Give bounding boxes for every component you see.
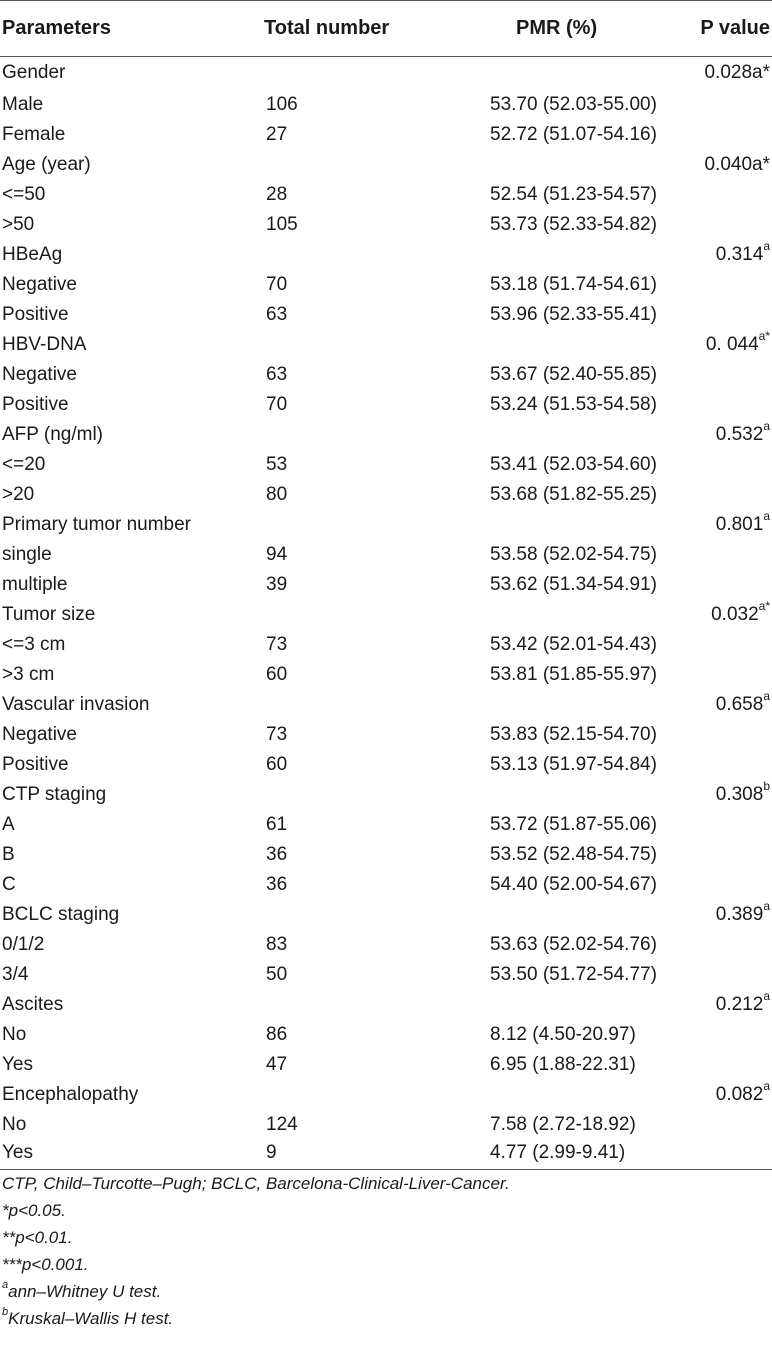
cell-pmr xyxy=(438,150,670,180)
footnote-text: CTP, Child–Turcotte–Pugh; BCLC, Barcelona-Clinical-Liver-Cancer. xyxy=(2,1174,510,1193)
cell-pmr: 54.40 (52.00-54.67) xyxy=(490,873,657,895)
cell-p-value xyxy=(670,720,772,750)
footnote-text: **p<0.01. xyxy=(2,1228,73,1247)
table-row xyxy=(0,270,772,300)
cell-parameter: Yes xyxy=(2,1141,33,1163)
cell-parameter: AFP (ng/ml) xyxy=(2,423,104,445)
cell-parameter: Negative xyxy=(2,363,77,385)
cell-pmr xyxy=(438,1080,670,1110)
cell-parameter: Gender xyxy=(2,62,66,84)
p-value-footnote-marker: a xyxy=(763,689,770,704)
cell-pmr: 53.68 (51.82-55.25) xyxy=(490,483,657,505)
cell-pmr: 52.72 (51.07-54.16) xyxy=(490,123,657,145)
cell-total-number: 70 xyxy=(266,273,288,295)
cell-pmr xyxy=(438,900,670,930)
table-row xyxy=(0,780,772,810)
cell-total-number: 70 xyxy=(266,393,288,415)
table-header-row xyxy=(0,1,772,57)
cell-p-value xyxy=(670,1110,772,1140)
table-row xyxy=(0,90,772,120)
cell-total-number: 106 xyxy=(266,93,298,115)
cell-parameter: <=20 xyxy=(2,453,46,475)
footnote-marker: b xyxy=(2,1306,9,1319)
table-body xyxy=(0,57,772,1170)
cell-p-value xyxy=(670,810,772,840)
p-value-footnote-marker: a xyxy=(763,509,770,524)
footnote-marker: a xyxy=(2,1279,9,1292)
cell-parameter: C xyxy=(2,873,16,895)
footnote-text: ann–Whitney U test. xyxy=(8,1282,162,1301)
p-value-text: 0.082 xyxy=(715,1083,764,1105)
cell-total-number: 63 xyxy=(266,303,288,325)
table-row xyxy=(0,690,772,720)
cell-pmr xyxy=(438,780,670,810)
cell-parameter: Female xyxy=(2,123,66,145)
cell-p-value xyxy=(670,930,772,960)
table-row xyxy=(0,1110,772,1140)
cell-parameter: >3 cm xyxy=(2,663,55,685)
cell-p-value xyxy=(670,600,772,630)
table-row xyxy=(0,960,772,990)
cell-pmr: 53.73 (52.33-54.82) xyxy=(490,213,657,235)
table-row xyxy=(0,390,772,420)
table-row xyxy=(0,450,772,480)
footnote xyxy=(0,1278,772,1305)
cell-total-number: 61 xyxy=(266,813,288,835)
cell-total-number: 83 xyxy=(266,933,288,955)
table-row xyxy=(0,420,772,450)
cell-total-number: 28 xyxy=(266,183,288,205)
p-value-footnote-marker: a xyxy=(763,899,770,914)
cell-pmr xyxy=(438,57,670,90)
cell-p-value xyxy=(670,240,772,270)
cell-p-value xyxy=(670,780,772,810)
cell-pmr: 53.13 (51.97-54.84) xyxy=(490,753,657,775)
table-row xyxy=(0,180,772,210)
cell-total-number xyxy=(230,780,438,810)
cell-pmr: 8.12 (4.50-20.97) xyxy=(490,1023,636,1045)
table-row xyxy=(0,330,772,360)
p-value-footnote-marker: a xyxy=(763,419,770,434)
cell-p-value xyxy=(670,120,772,150)
cell-p-value xyxy=(670,540,772,570)
cell-p-value xyxy=(670,1140,772,1170)
cell-parameter: Vascular invasion xyxy=(2,693,150,715)
table-row xyxy=(0,1050,772,1080)
p-value-text: 0.314 xyxy=(715,243,764,265)
cell-p-value xyxy=(670,1080,772,1110)
cell-pmr: 53.62 (51.34-54.91) xyxy=(490,573,657,595)
header-pmr: PMR (%) xyxy=(438,1,670,57)
cell-pmr: 4.77 (2.99-9.41) xyxy=(490,1141,626,1163)
p-value-text: 0.532 xyxy=(715,423,764,445)
table-row xyxy=(0,150,772,180)
cell-total-number: 47 xyxy=(266,1053,288,1075)
cell-parameter: B xyxy=(2,843,15,865)
p-value-text: 0.658 xyxy=(715,693,764,715)
table-row xyxy=(0,900,772,930)
table-row xyxy=(0,870,772,900)
cell-p-value xyxy=(670,510,772,540)
cell-p-value xyxy=(670,900,772,930)
header-p-value: P value xyxy=(670,1,772,57)
p-value-text: 0.212 xyxy=(715,993,764,1015)
cell-total-number xyxy=(230,990,438,1020)
p-value-footnote-marker: a xyxy=(763,1079,770,1094)
cell-parameter: No xyxy=(2,1023,27,1045)
cell-pmr xyxy=(438,420,670,450)
cell-total-number xyxy=(230,420,438,450)
cell-pmr: 53.96 (52.33-55.41) xyxy=(490,303,657,325)
cell-parameter: CTP staging xyxy=(2,783,107,805)
cell-total-number xyxy=(230,510,438,540)
cell-p-value xyxy=(670,270,772,300)
cell-pmr xyxy=(438,330,670,360)
cell-p-value xyxy=(670,990,772,1020)
cell-pmr: 53.41 (52.03-54.60) xyxy=(490,453,657,475)
cell-pmr: 53.81 (51.85-55.97) xyxy=(490,663,657,685)
cell-pmr: 53.24 (51.53-54.58) xyxy=(490,393,657,415)
cell-p-value xyxy=(670,360,772,390)
header-total-number: Total number xyxy=(230,1,438,57)
footnote-text: ***p<0.001. xyxy=(2,1255,89,1274)
table-row xyxy=(0,990,772,1020)
cell-parameter: <=3 cm xyxy=(2,633,66,655)
cell-total-number xyxy=(230,900,438,930)
table-row xyxy=(0,240,772,270)
cell-parameter: Positive xyxy=(2,753,69,775)
footnote xyxy=(0,1197,772,1224)
footnote xyxy=(0,1170,772,1197)
cell-pmr: 53.83 (52.15-54.70) xyxy=(490,723,657,745)
cell-pmr: 53.63 (52.02-54.76) xyxy=(490,933,657,955)
table-row xyxy=(0,930,772,960)
table-row xyxy=(0,1080,772,1110)
cell-p-value xyxy=(670,390,772,420)
cell-parameter: No xyxy=(2,1113,27,1135)
cell-p-value xyxy=(670,330,772,360)
cell-total-number: 73 xyxy=(266,633,288,655)
cell-p-value xyxy=(670,300,772,330)
cell-parameter: BCLC staging xyxy=(2,903,120,925)
cell-total-number: 50 xyxy=(266,963,288,985)
table-row xyxy=(0,300,772,330)
cell-total-number xyxy=(230,330,438,360)
cell-pmr xyxy=(438,240,670,270)
cell-total-number xyxy=(230,690,438,720)
table-row xyxy=(0,840,772,870)
cell-pmr: 53.42 (52.01-54.43) xyxy=(490,633,657,655)
cell-parameter: 0/1/2 xyxy=(2,933,45,955)
cell-total-number: 124 xyxy=(266,1113,298,1135)
cell-p-value xyxy=(670,57,772,90)
p-value-footnote-marker: a* xyxy=(758,329,770,344)
table-row xyxy=(0,480,772,510)
cell-parameter: Positive xyxy=(2,393,69,415)
cell-p-value xyxy=(670,1050,772,1080)
table-row xyxy=(0,210,772,240)
cell-parameter: HBeAg xyxy=(2,243,63,265)
cell-parameter: Yes xyxy=(2,1053,33,1075)
p-value-footnote-marker: b xyxy=(763,779,770,794)
table-row xyxy=(0,510,772,540)
cell-p-value xyxy=(670,840,772,870)
footnote xyxy=(0,1251,772,1278)
cell-total-number: 27 xyxy=(266,123,288,145)
cell-total-number: 63 xyxy=(266,363,288,385)
cell-pmr xyxy=(438,510,670,540)
cell-parameter: Positive xyxy=(2,303,69,325)
p-value-text: 0.028a* xyxy=(704,62,770,84)
p-value-text: 0.040a* xyxy=(704,153,770,175)
cell-p-value xyxy=(670,150,772,180)
cell-pmr: 53.50 (51.72-54.77) xyxy=(490,963,657,985)
cell-p-value xyxy=(670,210,772,240)
cell-p-value xyxy=(670,480,772,510)
cell-pmr: 53.72 (51.87-55.06) xyxy=(490,813,657,835)
cell-p-value xyxy=(670,960,772,990)
table-row xyxy=(0,810,772,840)
footnote xyxy=(0,1305,772,1332)
cell-total-number: 86 xyxy=(266,1023,288,1045)
p-value-footnote-marker: a* xyxy=(758,599,770,614)
cell-p-value xyxy=(670,180,772,210)
cell-parameter: >20 xyxy=(2,483,35,505)
table-row xyxy=(0,360,772,390)
table-row xyxy=(0,600,772,630)
cell-pmr: 53.67 (52.40-55.85) xyxy=(490,363,657,385)
p-value-text: 0. 044 xyxy=(705,333,759,355)
cell-parameter: single xyxy=(2,543,52,565)
p-value-footnote-marker: a xyxy=(763,989,770,1004)
cell-total-number xyxy=(230,1080,438,1110)
cell-pmr xyxy=(438,690,670,720)
footnote xyxy=(0,1224,772,1251)
cell-parameter: HBV-DNA xyxy=(2,333,87,355)
table-row xyxy=(0,750,772,780)
cell-pmr: 53.58 (52.02-54.75) xyxy=(490,543,657,565)
cell-p-value xyxy=(670,90,772,120)
cell-p-value xyxy=(670,690,772,720)
table-row xyxy=(0,57,772,90)
cell-p-value xyxy=(670,630,772,660)
cell-total-number: 36 xyxy=(266,843,288,865)
footnote-text: Kruskal–Wallis H test. xyxy=(8,1309,174,1328)
cell-total-number: 53 xyxy=(266,453,288,475)
cell-total-number: 9 xyxy=(266,1141,277,1163)
cell-p-value xyxy=(670,660,772,690)
table-row xyxy=(0,630,772,660)
table-row xyxy=(0,660,772,690)
cell-p-value xyxy=(670,1020,772,1050)
cell-parameter: Encephalopathy xyxy=(2,1083,139,1105)
cell-p-value xyxy=(670,870,772,900)
cell-parameter: multiple xyxy=(2,573,68,595)
cell-parameter: Negative xyxy=(2,723,77,745)
table-row xyxy=(0,1020,772,1050)
cell-total-number: 80 xyxy=(266,483,288,505)
header-parameters: Parameters xyxy=(0,1,230,57)
cell-pmr xyxy=(438,990,670,1020)
cell-parameter: Male xyxy=(2,93,44,115)
cell-p-value xyxy=(670,750,772,780)
cell-total-number: 94 xyxy=(266,543,288,565)
cell-pmr: 52.54 (51.23-54.57) xyxy=(490,183,657,205)
cell-total-number: 39 xyxy=(266,573,288,595)
table-row xyxy=(0,570,772,600)
cell-pmr: 7.58 (2.72-18.92) xyxy=(490,1113,636,1135)
cell-total-number xyxy=(230,600,438,630)
p-value-footnote-marker: a xyxy=(763,239,770,254)
cell-parameter: 3/4 xyxy=(2,963,29,985)
cell-pmr: 6.95 (1.88-22.31) xyxy=(490,1053,636,1075)
p-value-text: 0.032 xyxy=(711,603,759,625)
cell-total-number: 73 xyxy=(266,723,288,745)
p-value-text: 0.801 xyxy=(715,513,764,535)
cell-parameter: Negative xyxy=(2,273,77,295)
table-row xyxy=(0,540,772,570)
p-value-text: 0.308 xyxy=(715,783,764,805)
cell-parameter: Age (year) xyxy=(2,153,91,175)
p-value-text: 0.389 xyxy=(715,903,764,925)
cell-pmr: 53.52 (52.48-54.75) xyxy=(490,843,657,865)
table-row xyxy=(0,720,772,750)
table-row xyxy=(0,1140,772,1170)
cell-total-number xyxy=(230,150,438,180)
table-footnotes xyxy=(0,1170,772,1332)
cell-p-value xyxy=(670,420,772,450)
cell-total-number: 60 xyxy=(266,663,288,685)
cell-parameter: <=50 xyxy=(2,183,46,205)
cell-total-number: 105 xyxy=(266,213,298,235)
table-row xyxy=(0,120,772,150)
cell-parameter: A xyxy=(2,813,15,835)
cell-pmr: 53.18 (51.74-54.61) xyxy=(490,273,657,295)
cell-total-number: 60 xyxy=(266,753,288,775)
cell-parameter: >50 xyxy=(2,213,35,235)
cell-total-number xyxy=(230,57,438,90)
cell-pmr xyxy=(438,600,670,630)
cell-total-number: 36 xyxy=(266,873,288,895)
cell-parameter: Tumor size xyxy=(2,603,96,625)
cell-pmr: 53.70 (52.03-55.00) xyxy=(490,93,657,115)
cell-parameter: Primary tumor number xyxy=(2,513,191,535)
cell-p-value xyxy=(670,570,772,600)
cell-p-value xyxy=(670,450,772,480)
cell-parameter: Ascites xyxy=(2,993,64,1015)
footnote-text: *p<0.05. xyxy=(2,1201,66,1220)
cell-total-number xyxy=(230,240,438,270)
